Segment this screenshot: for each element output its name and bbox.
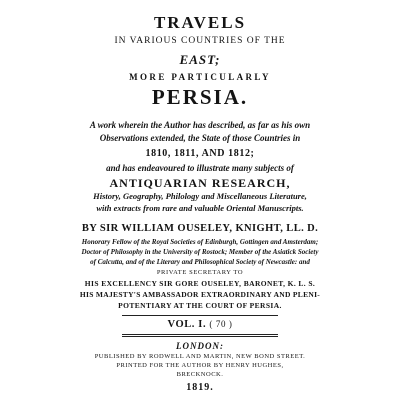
credentials-line-7: POTENTIARY AT THE COURT OF PERSIA.: [118, 301, 282, 310]
description-line-2: Observations extended, the State of those Countries in: [99, 133, 301, 143]
credentials-line-3: of Calcutta, and of the Literary and Philosophical Society of Newcastle: and: [90, 258, 310, 266]
imprint-place: LONDON:: [176, 341, 224, 351]
subtitle-line-3: MORE PARTICULARLY: [129, 72, 271, 82]
author-line: BY SIR WILLIAM OUSELEY, KNIGHT, LL. D.: [81, 223, 319, 234]
subtitle-persia: PERSIA.: [151, 85, 249, 109]
imprint-year: 1819.: [186, 382, 214, 393]
lower-rule: [122, 334, 278, 337]
description-line-5: with extracts from rare and valuable Oriental Manuscripts.: [96, 203, 304, 213]
upper-rule: [122, 315, 278, 316]
description-line-4: History, Geography, Philology and Miscellaneous Literature,: [93, 191, 307, 201]
credentials-line-5: HIS EXCELLENCY SIR GORE OUSELEY, BARONET, K. L. S.: [84, 279, 316, 288]
years-line: 1810, 1811, AND 1812;: [145, 148, 255, 159]
volume-label: VOL. I.: [167, 319, 207, 330]
description-line-3: and has endeavoured to illustrate many subjects of: [106, 163, 294, 173]
book-title: TRAVELS: [153, 13, 247, 32]
imprint-line-3: BRECKNOCK.: [176, 371, 224, 378]
imprint-line-2: PRINTED FOR THE AUTHOR BY HENRY HUGHES,: [116, 362, 284, 369]
volume-note: ( 70 ): [209, 319, 233, 329]
research-heading: ANTIQUARIAN RESEARCH,: [109, 176, 291, 190]
subtitle-line-1: IN VARIOUS COUNTRIES OF THE: [114, 36, 286, 46]
credentials-line-2: Doctor of Philosophy in the University of Rostock; Member of the Asiatick Society: [81, 248, 319, 256]
imprint-line-1: PUBLISHED BY RODWELL AND MARTIN, NEW BOND STREET.: [94, 353, 306, 360]
credentials-line-4: PRIVATE SECRETARY TO: [156, 269, 244, 276]
credentials-line-1: Honorary Fellow of the Royal Societies of Edinburgh, Gottingen and Amsterdam;: [81, 238, 319, 246]
volume-line: [0, 320, 400, 331]
subtitle-east: EAST;: [179, 52, 221, 67]
description-line-1: A work wherein the Author has described, as far as his own: [89, 120, 311, 130]
credentials-line-6: HIS MAJESTY'S AMBASSADOR EXTRAORDINARY AND PLENI-: [79, 290, 321, 299]
